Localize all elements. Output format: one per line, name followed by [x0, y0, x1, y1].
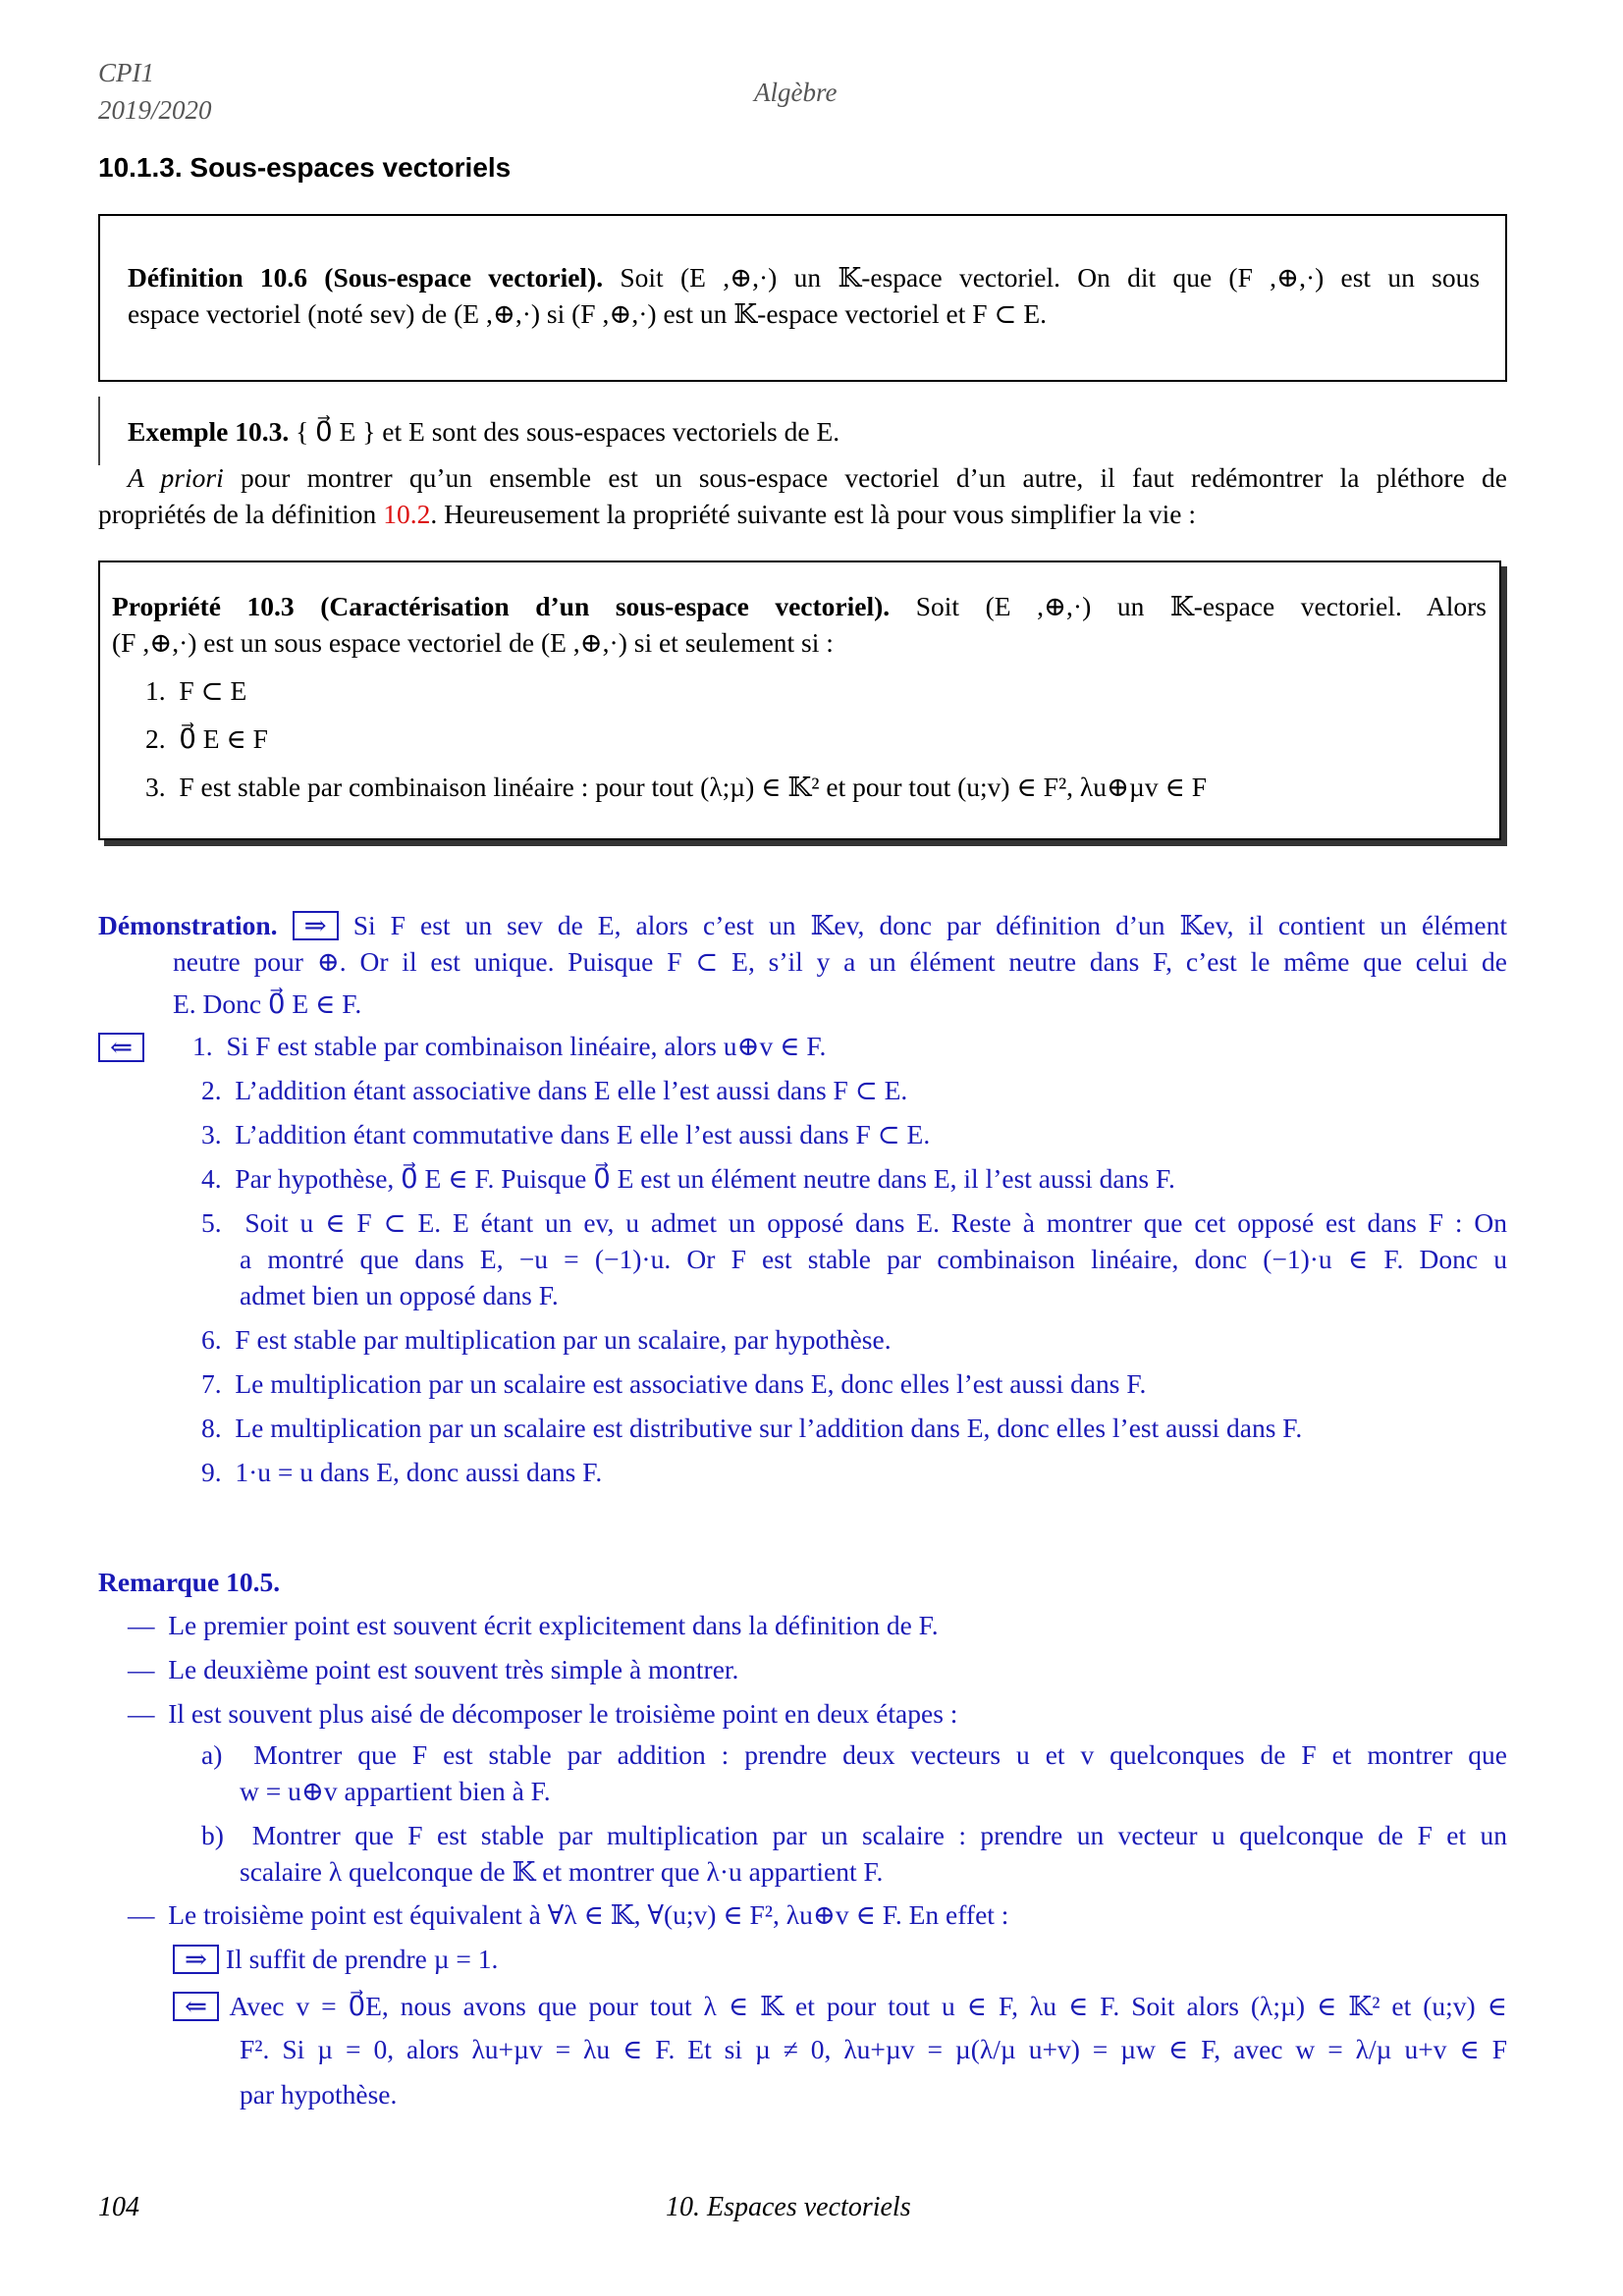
backward-implication-box: ⇐ [173, 1992, 219, 2021]
property-item: 1. F ⊂ E [145, 675, 247, 706]
remark-title: Remarque 10.5. [98, 1567, 281, 1597]
backward-implication-box: ⇐ [98, 1033, 144, 1062]
remark-backward: ⇐ Avec v = 0⃗E, nous avons que pour tout λ ∈ 𝕂 et pour tout u ∈ F, λu ∈ F. Soit alors (λ;µ) ∈ 𝕂² et (u;v) ∈ [173, 1988, 1507, 2024]
property-box [98, 561, 1501, 840]
demonstration-item: 5. Soit u ∈ F ⊂ E. E étant un ev, u admet un opposé dans E. Reste à montrer que cet opposé est dans F : On [201, 1207, 1507, 1238]
section-title: 10.1.3. Sous-espaces vectoriels [98, 152, 512, 183]
demonstration-item: 2. L’addition étant associative dans E elle l’est aussi dans F ⊂ E. [201, 1075, 908, 1105]
header-year: 2019/2020 [98, 95, 212, 125]
remark-backward-line: F². Si µ = 0, alors λu+µv = λu ∈ F. Et si µ ≠ 0, λu+µv = µ(λ/µ u+v) = µw ∈ F, avec w = λ/µ u+v ∈ F [240, 2034, 1507, 2064]
paragraph-line1-rest: pour montrer qu’un ensemble est un sous-espace vectoriel d’un autre, il faut redémontrer la pléthore de [223, 462, 1507, 493]
demonstration-title: Démonstration. [98, 910, 278, 940]
definition-reference-link[interactable]: 10.2 [383, 499, 431, 529]
example [128, 413, 839, 450]
remark-sub-item: a) Montrer que F est stable par addition : prendre deux vecteurs u et v quelconques de F et montrer que [201, 1739, 1508, 1770]
definition-line1: Soit (E ,⊕,·) un 𝕂-espace vectoriel. On dit que (F ,⊕,·) est un sous [620, 262, 1481, 293]
paragraph-line2-pre: propriétés de la définition [98, 499, 384, 529]
paragraph-line2-post: . Heureusement la propriété suivante est là pour vous simplifier la vie : [430, 499, 1197, 529]
paragraph-line1 [98, 459, 1507, 496]
demonstration-item-line: admet bien un opposé dans F. [240, 1280, 559, 1310]
forward-implication-box: ⇒ [173, 1945, 219, 1974]
demonstration-forward-line: Si F est un sev de E, alors c’est un 𝕂ev, donc par définition d’un 𝕂ev, il contient un élément [352, 910, 1508, 940]
remark-bullet: — Le premier point est souvent écrit explicitement dans la définition de F. [128, 1610, 939, 1640]
remark-sub-item: b) Montrer que F est stable par multiplication par un scalaire : prendre un vecteur u quelconque de F et un [201, 1820, 1508, 1850]
property-item: 3. F est stable par combinaison linéaire : pour tout (λ;µ) ∈ 𝕂² et pour tout (u;v) ∈ F², λu⊕µv ∈ F [145, 772, 1208, 802]
demonstration-item: 8. Le multiplication par un scalaire est distributive sur l’addition dans E, donc elles l’est aussi dans F. [201, 1413, 1303, 1443]
footer-chapter: 10. Espaces vectoriels [666, 2192, 911, 2222]
example-text: { 0⃗ E } et E sont des sous-espaces vectoriels de E. [296, 416, 840, 447]
demonstration-item: 1. Si F est stable par combinaison linéaire, alors u⊕v ∈ F. [192, 1031, 827, 1061]
page-number: 104 [98, 2192, 139, 2222]
remark-forward: ⇒ Il suffit de prendre µ = 1. [173, 1941, 498, 1977]
demonstration-item: 3. L’addition étant commutative dans E elle l’est aussi dans F ⊂ E. [201, 1119, 931, 1149]
header-course: CPI1 [98, 58, 154, 87]
forward-implication-box: ⇒ [293, 911, 339, 940]
remark-sub-line: scalaire λ quelconque de 𝕂 et montrer que λ·u appartient F. [240, 1856, 884, 1887]
demonstration-item: 4. Par hypothèse, 0⃗ E ∈ F. Puisque 0⃗ E est un élément neutre dans E, il l’est aussi dans F. [201, 1163, 1175, 1194]
apriori-text: A priori [128, 462, 224, 493]
demonstration-forward-line: E. Donc 0⃗ E ∈ F. [173, 988, 362, 1019]
remark-sub-line: w = u⊕v appartient bien à F. [240, 1776, 551, 1806]
example-margin-bar [98, 397, 100, 465]
header-subject: Algèbre [754, 78, 838, 107]
demonstration-item: 9. 1·u = u dans E, donc aussi dans F. [201, 1457, 603, 1487]
remark-bullet: — Il est souvent plus aisé de décomposer le troisième point en deux étapes : [128, 1698, 958, 1729]
definition-box [98, 214, 1507, 382]
property-line1: Soit (E ,⊕,·) un 𝕂-espace vectoriel. Alors [915, 591, 1488, 621]
definition-line2: espace vectoriel (noté sev) de (E ,⊕,·) si (F ,⊕,·) est un 𝕂-espace vectoriel et F ⊂ E. [128, 298, 1048, 329]
property-title: Propriété 10.3 (Caractérisation d’un sous-espace vectoriel). [112, 591, 891, 621]
paragraph-line2 [98, 496, 1507, 532]
property-line2: (F ,⊕,·) est un sous espace vectoriel de (E ,⊕,·) si et seulement si : [112, 627, 834, 658]
property-item: 2. 0⃗ E ∈ F [145, 723, 268, 754]
remark-bullet: — Le deuxième point est souvent très simple à montrer. [128, 1654, 739, 1684]
remark-backward-line: par hypothèse. [240, 2079, 398, 2109]
example-title: Exemple 10.3. [128, 416, 290, 447]
demonstration-item: 6. F est stable par multiplication par un scalaire, par hypothèse. [201, 1324, 892, 1355]
demonstration-item: 7. Le multiplication par un scalaire est associative dans E, donc elles l’est aussi dans F. [201, 1368, 1147, 1399]
demonstration-forward-line: neutre pour ⊕. Or il est unique. Puisque F ⊂ E, s’il y a un élément neutre dans F, c’est le même que celui de [173, 946, 1507, 977]
remark-bullet: — Le troisième point est équivalent à ∀λ ∈ 𝕂, ∀(u;v) ∈ F², λu⊕v ∈ F. En effet : [128, 1899, 1009, 1930]
definition-title: Définition 10.6 (Sous-espace vectoriel). [128, 262, 604, 293]
demonstration-item-line: a montré que dans E, −u = (−1)·u. Or F est stable par combinaison linéaire, donc (−1)·u ∈ F. Donc u [240, 1244, 1507, 1274]
